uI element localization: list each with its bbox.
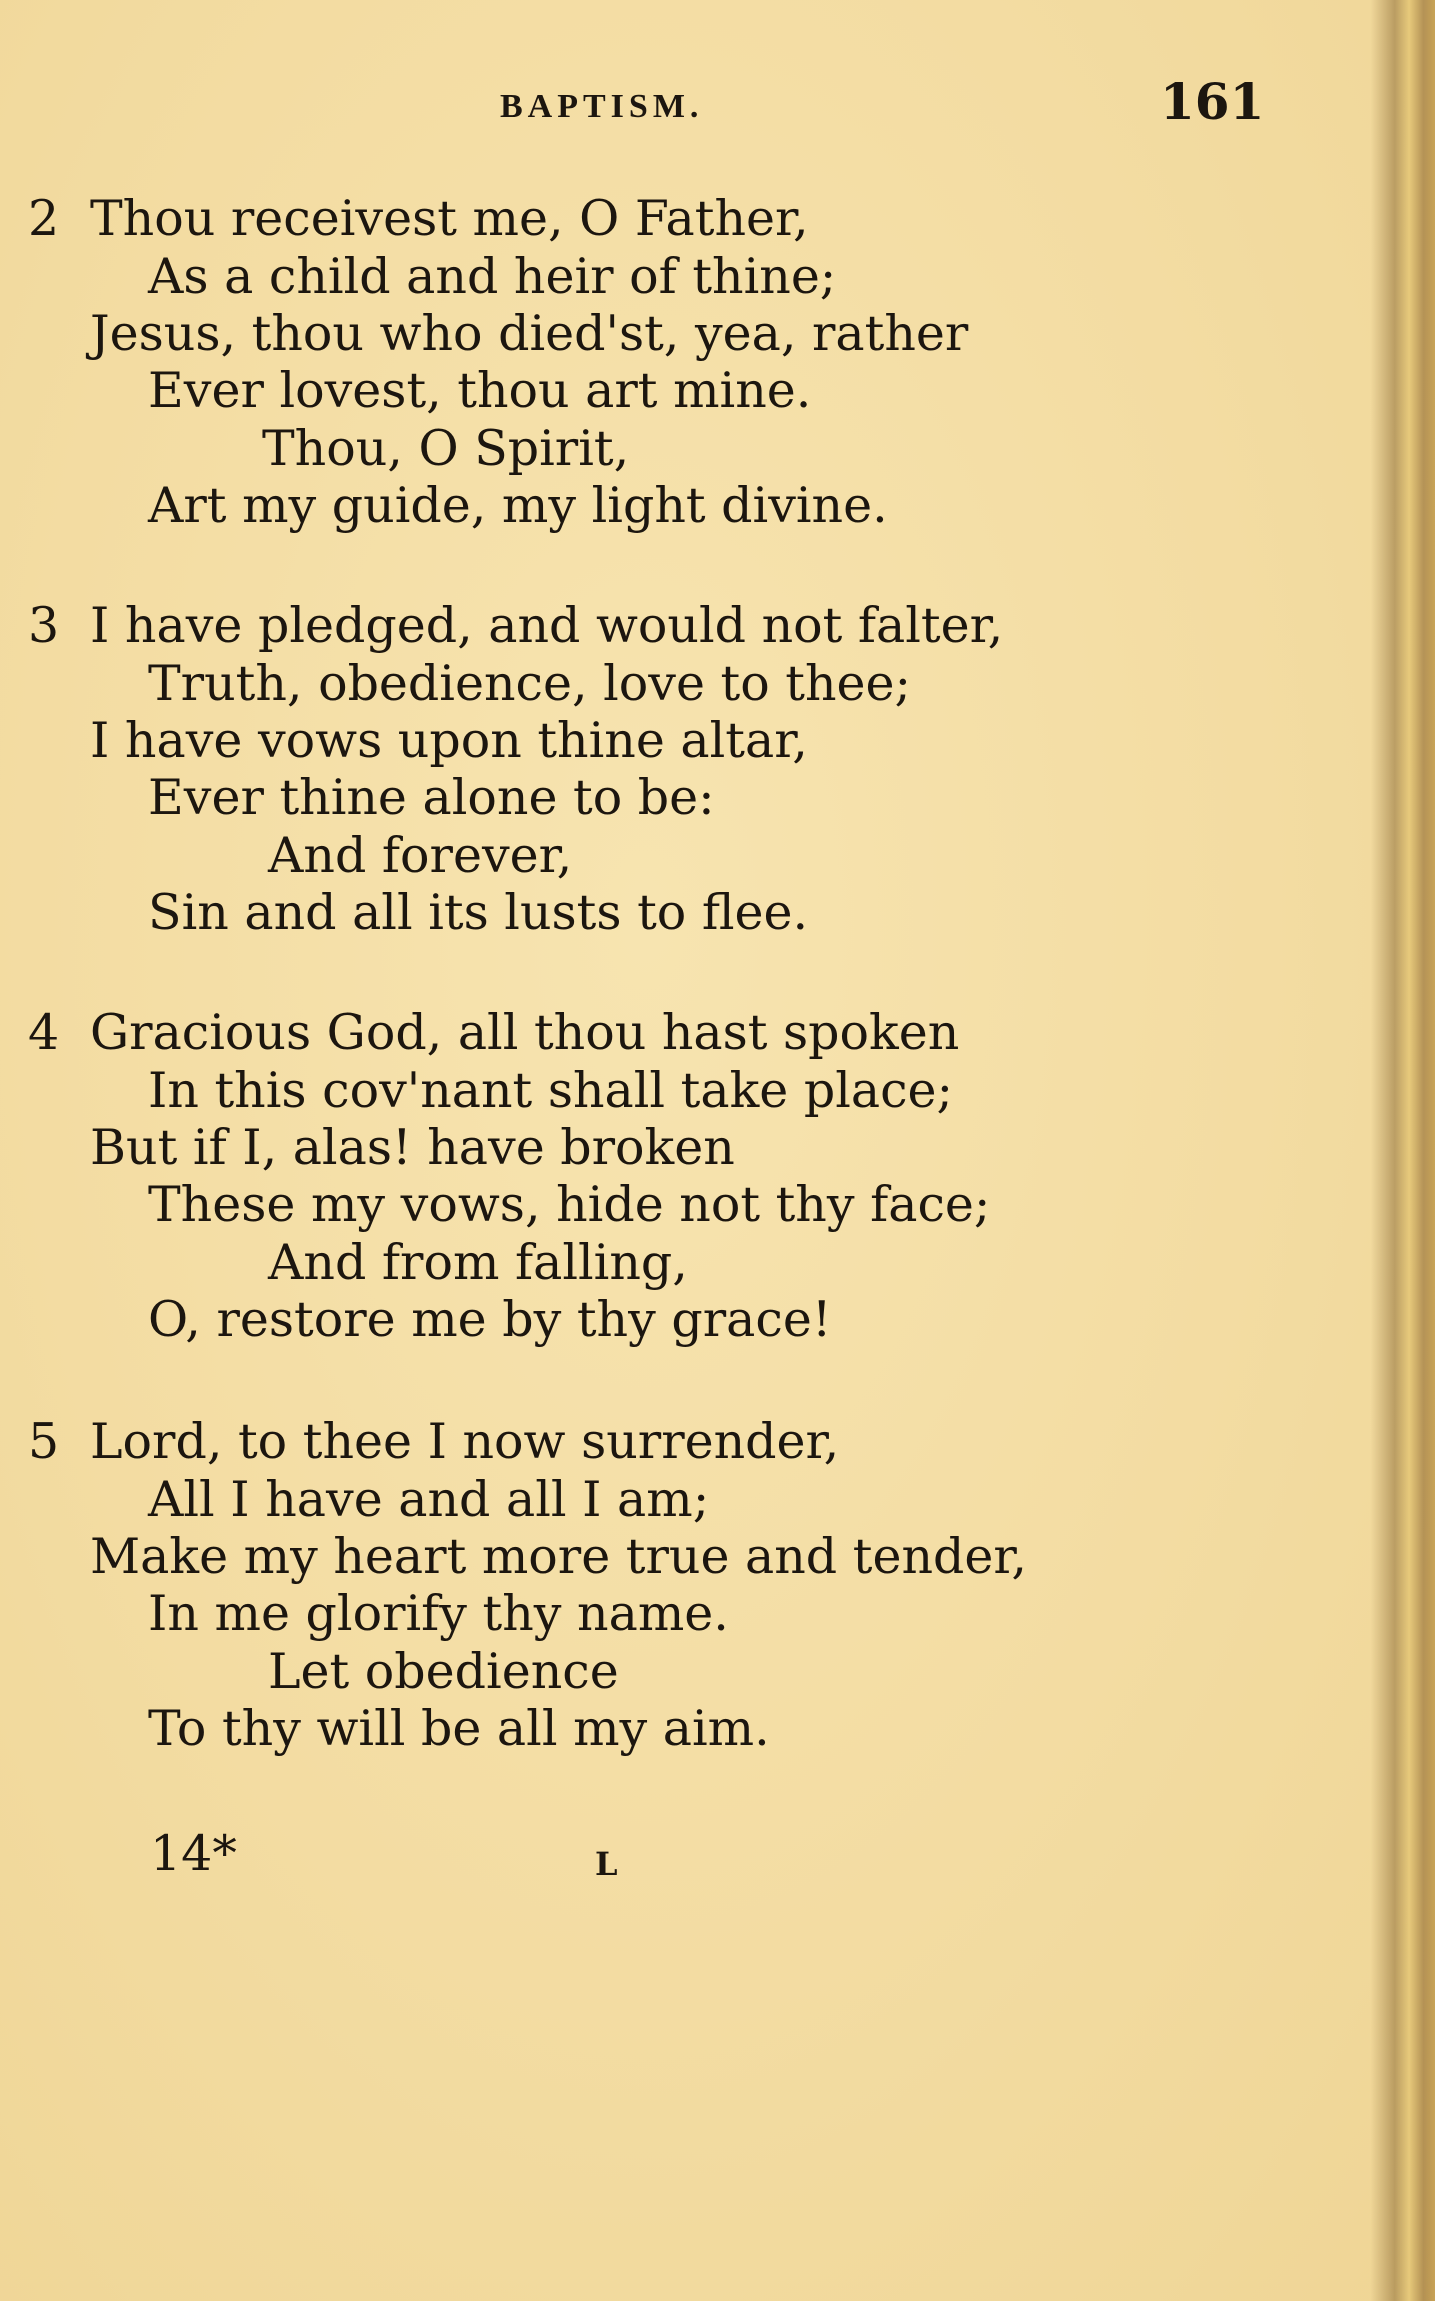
stanza-number: 2 [28, 190, 60, 247]
verse-line: And forever, [268, 827, 573, 884]
verse-line: Truth, obedience, love to thee; [148, 655, 912, 712]
verse-line: All I have and all I am; [148, 1471, 710, 1528]
verse-line: Ever thine alone to be: [148, 769, 715, 826]
verse-line: Jesus, thou who died'st, yea, rather [90, 305, 969, 362]
verse-line: Lord, to thee I now surrender, [90, 1413, 840, 1470]
gathering-mark: L [595, 1845, 620, 1883]
verse-line: Thou, O Spirit, [262, 420, 630, 477]
verse-line: In me glorify thy name. [148, 1585, 729, 1642]
verse-line: Gracious God, all thou hast spoken [90, 1004, 960, 1061]
verse-line: Sin and all its lusts to flee. [148, 884, 809, 941]
verse-line: These my vows, hide not thy face; [148, 1176, 991, 1233]
verse-line: But if I, alas! have broken [90, 1119, 735, 1176]
signature-mark: 14* [150, 1825, 237, 1882]
verse-line: To thy will be all my aim. [148, 1700, 770, 1757]
verse-line: And from falling, [268, 1234, 688, 1291]
verse-line: As a child and heir of thine; [148, 248, 837, 305]
stanza-number: 3 [28, 597, 60, 654]
verse-line: Art my guide, my light divine. [148, 477, 888, 534]
running-title: BAPTISM. [500, 88, 704, 125]
verse-line: I have pledged, and would not falter, [90, 597, 1004, 654]
verse-line: Thou receivest me, O Father, [90, 190, 809, 247]
stanza-number: 4 [28, 1004, 60, 1061]
verse-line: Make my heart more true and tender, [90, 1528, 1027, 1585]
verse-line: Let obedience [268, 1643, 619, 1700]
verse-line: O, restore me by thy grace! [148, 1291, 832, 1348]
stanza-number: 5 [28, 1413, 60, 1470]
verse-line: In this cov'nant shall take place; [148, 1062, 954, 1119]
verse-line: Ever lovest, thou art mine. [148, 362, 812, 419]
verse-line: I have vows upon thine altar, [90, 712, 808, 769]
page-number: 161 [1160, 72, 1265, 131]
